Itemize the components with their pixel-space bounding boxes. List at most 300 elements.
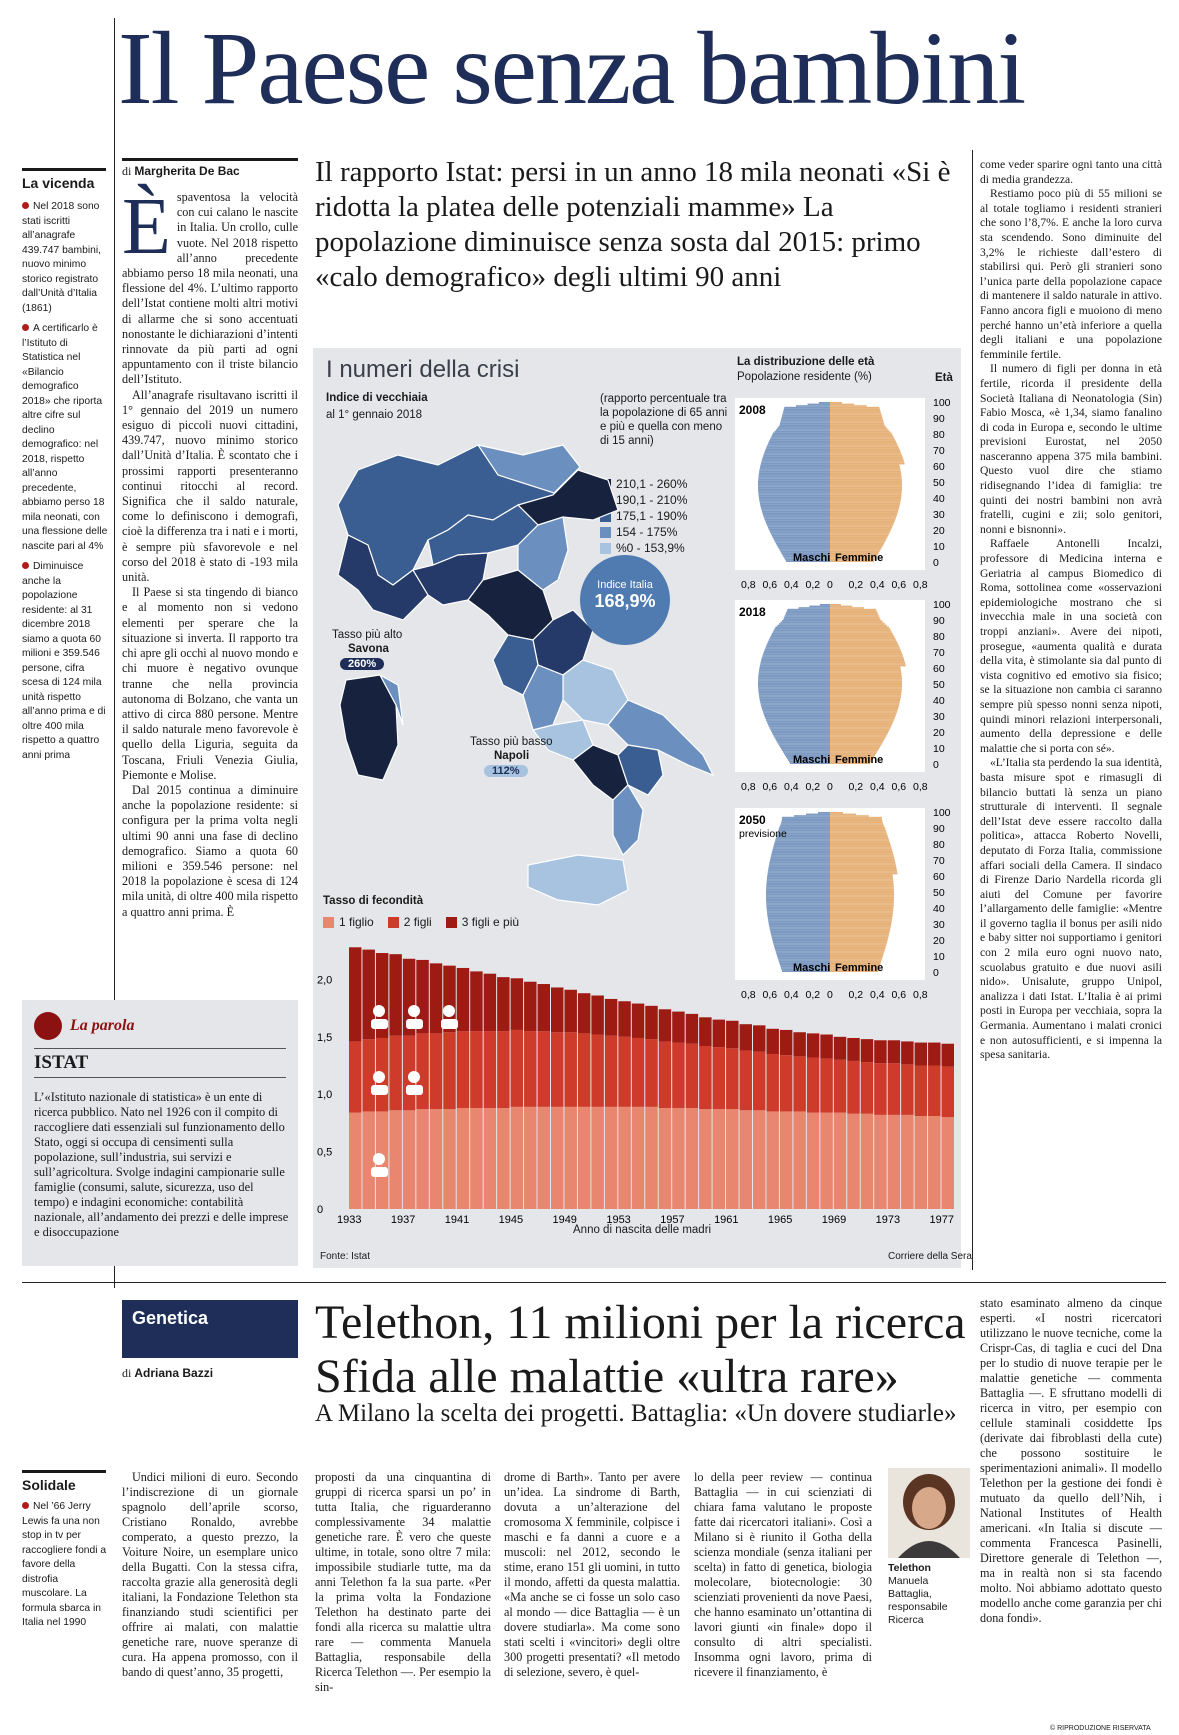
- pyramid-bar-male: [760, 663, 830, 665]
- pyramid-bar-female: [830, 488, 902, 490]
- pyramid-bar-female: [830, 424, 885, 426]
- pyramid-bar-female: [830, 746, 880, 748]
- pyramid-bar-male: [787, 610, 830, 612]
- pyramid-bar-male: [773, 631, 830, 633]
- fertility-bar: [605, 999, 617, 1036]
- x-tick-label: 0,6: [891, 989, 907, 1001]
- fertility-bar: [470, 971, 482, 1031]
- pyramid-bar-female: [830, 402, 842, 404]
- pyramid-title: La distribuzione delle età: [737, 356, 875, 368]
- pyramid-bar-female: [830, 735, 886, 737]
- fertility-bar: [389, 954, 401, 1035]
- fertility-legend: [323, 914, 519, 930]
- pyramid-bar-male: [769, 926, 830, 928]
- pyramid-bar-male: [768, 641, 830, 643]
- pyramid-bar-male: [759, 673, 830, 675]
- pyramid-bar-female: [830, 726, 891, 728]
- pyramid-bar-female: [830, 472, 901, 474]
- x-tick-label: 0,4: [784, 781, 799, 793]
- pyramid-bar-male: [767, 445, 830, 447]
- fertility-bar: [659, 1041, 671, 1108]
- pyramid-bar-male: [768, 442, 830, 444]
- pyramid-bar-male: [767, 525, 830, 527]
- pyramid-bar-male: [762, 511, 830, 513]
- x-tick-label: 0: [827, 579, 833, 591]
- pyramid-bar-male: [768, 724, 830, 726]
- fertility-bar: [524, 1031, 536, 1107]
- pyramid-bar-female: [830, 461, 904, 463]
- fertility-bar: [942, 1044, 954, 1067]
- pyramid-bar-female: [830, 854, 893, 856]
- pyramid-bar-female: [830, 503, 900, 505]
- map-title: Indice di vecchiaia: [326, 392, 428, 404]
- legend-item: 3 figli e più: [446, 914, 519, 930]
- x-tick-label: 0,8: [913, 989, 928, 1001]
- pyramid-bar-male: [767, 913, 830, 915]
- pyramid-bar-male: [763, 514, 830, 516]
- fertility-bar: [713, 1109, 725, 1209]
- pyramid-bar-male: [773, 536, 830, 538]
- article-paragraph: «L’Italia sta perdendo la sua identità, basta misure spot e rimasugli di bilancio buttati là senza un piano strutturale di interventi. Il segnale dell’Istat deve essere raccolto dalla politica», attacca Roberto Novelli, deputato di Forza Italia, commissione affari sociali della Camera. Il sindaco di Firenze Dario Nardella ricorda gli aiuti del Comune per favorire l’allargamento delle famiglie: «Mentre il governo taglia il bonus per asili nido e baby sitter noi supportiamo i genitori con 2 mila euro ogni nuovo nato, scuolabus gratuito e due nuovi asili nido». Unisalute, gruppo Unipol, analizza i dati Istat. L’Italia è ai primi posti in Europa per vecchiaia, sopra la Germania. Aumentano i malati cronici e non autosufficienti, e si impenna la spesa sanitaria.: [980, 756, 1162, 1062]
- pyramid-bar-male: [773, 847, 830, 849]
- pyramid-bar-female: [830, 876, 893, 878]
- pyramid-bar-female: [830, 444, 897, 446]
- x-tick-label: 0,4: [870, 579, 885, 591]
- pyramid-bar-female: [830, 649, 901, 651]
- pyramid-bar-female: [830, 906, 894, 908]
- fertility-bar: [861, 1062, 873, 1114]
- pyramid-bar-male: [767, 644, 830, 646]
- pyramid-bar-male: [760, 468, 830, 470]
- pyramid-bar-male: [779, 623, 830, 625]
- pyramid-bar-female: [830, 484, 902, 486]
- pyramid-bar-male: [783, 410, 830, 412]
- x-tick-label: 1937: [390, 1214, 416, 1226]
- pyramid-bar-female: [830, 868, 897, 870]
- fertility-bar: [362, 1111, 374, 1209]
- pyramid-bar-female: [830, 879, 893, 881]
- pyramid-bar-female: [830, 452, 901, 454]
- pyramid-bar-female: [830, 445, 898, 447]
- pyramid-bar-female: [830, 535, 888, 537]
- pyramid-bar-male: [784, 407, 830, 409]
- pyramid-bar-male: [781, 622, 830, 624]
- fertility-bar: [645, 1006, 657, 1039]
- fertility-bar: [834, 1060, 846, 1113]
- age-tick-label: 60: [933, 461, 945, 473]
- legend-item: 175,1 - 190%: [600, 508, 687, 524]
- pyramid-bar-male: [765, 718, 830, 720]
- pyramid-bar-female: [830, 504, 900, 506]
- pyramid-bar-female: [830, 828, 885, 830]
- pyramid-bar-female: [830, 858, 895, 860]
- glossary-label: La parola: [70, 1017, 135, 1034]
- pyramid-bar-female: [830, 750, 878, 752]
- pyramid-bar-male: [766, 522, 830, 524]
- pyramid-bar-female: [830, 520, 895, 522]
- fertility-bar: [740, 1051, 752, 1111]
- fertility-bar: [780, 1030, 792, 1055]
- pyramid-bar-female: [830, 814, 856, 816]
- italy-index-badge: Indice Italia 168,9%: [580, 555, 670, 645]
- pyramid-bar-male: [768, 918, 830, 920]
- pyramid-bar-male: [772, 434, 830, 436]
- pyramid-year: 2050: [739, 813, 766, 827]
- pyramid-bar-female: [830, 926, 891, 928]
- pyramid-bar-female: [830, 860, 895, 862]
- fertility-bar: [416, 1033, 428, 1109]
- pyramid-bar-female: [830, 447, 899, 449]
- pyramid-bar-female: [830, 416, 882, 418]
- pyramid-bar-male: [759, 498, 830, 500]
- pyramid-bar-male: [767, 524, 830, 526]
- pyramid-bar-female: [830, 865, 896, 867]
- pyramid-bar-female: [830, 650, 901, 652]
- pyramid-bar-male: [771, 855, 830, 857]
- pyramid-bar-female: [830, 844, 891, 846]
- pyramid-bar-female: [830, 471, 901, 473]
- pyramid-bar-female: [830, 692, 901, 694]
- pyramid-bar-male: [766, 897, 830, 899]
- pyramid-bar-male: [759, 697, 830, 699]
- pyramid-bar-male: [760, 700, 830, 702]
- pyramid-bar-female: [830, 493, 902, 495]
- pyramid-bar-male: [758, 681, 830, 683]
- pyramid-bar-female: [830, 634, 894, 636]
- pyramid-bar-female: [830, 676, 902, 678]
- x-tick-label: 1933: [337, 1214, 362, 1226]
- pyramid-bar-female: [830, 866, 896, 868]
- pyramid-bar-male: [819, 402, 830, 404]
- pyramid-bar-female: [830, 610, 877, 612]
- pyramid-bar-male: [760, 464, 830, 466]
- fertility-bar: [847, 1038, 859, 1061]
- pyramid-bar-female: [830, 681, 902, 683]
- pyramid-bar-female: [830, 506, 899, 508]
- pyramid-bar-male: [776, 429, 830, 431]
- pyramid-bar-male: [766, 900, 830, 902]
- fertility-bar: [793, 1111, 805, 1209]
- legend-item: 2 figli: [388, 914, 432, 930]
- pyramid-bar-female: [830, 745, 881, 747]
- pyramid-bar-male: [767, 874, 830, 876]
- pyramid-bar-male: [759, 469, 830, 471]
- pyramid-bar-female: [830, 863, 896, 865]
- pyramid-bar-male: [787, 609, 830, 611]
- pyramid-bar-male: [773, 538, 830, 540]
- pyramid-bar-female: [830, 413, 881, 415]
- map-note: (rapporto percentuale tra la popolazione di 65 anni e più e quella con meno di 15 anni): [600, 393, 728, 447]
- pyramid-bar-female: [830, 458, 903, 460]
- pyramid-bar-female: [830, 710, 898, 712]
- pyramid-bar-female: [830, 748, 879, 750]
- pyramid-bar-female: [830, 703, 899, 705]
- fertility-bar: [443, 1109, 455, 1209]
- pyramid-bar-male: [758, 690, 830, 692]
- legend-item: %0 - 153,9%: [600, 540, 687, 556]
- pyramid-bar-female: [830, 420, 883, 422]
- telethon-column: proposti da una cinquantina di gruppi di ricerca sparsi un po’ in tutta Italia, che riguarderanno complessivamente 34 malattie genetiche rare. È vero che queste ultime, in totale, sono oltre 7 mila: impossibile studiarle tutte, ma da anni Telethon fa la sua parte. «Per la prima volta la Fondazione Telethon ha destinato parte dei fondi alla ricerca su malattie ultra rare — commenta Manuela Battaglia, responsabile della Ricerca Telethon —. Per esempio la sin-: [315, 1470, 491, 1694]
- pyramid-bar-female: [830, 533, 889, 535]
- pyramid-bar-male: [766, 646, 830, 648]
- pyramid-bar-female: [830, 432, 891, 434]
- pyramid-bar-female: [830, 626, 889, 628]
- fertility-bar: [403, 1110, 415, 1209]
- pyramid-bar-female: [830, 655, 903, 657]
- pyramid-bar-male: [759, 496, 830, 498]
- pyramid-bar-female: [830, 474, 901, 476]
- age-tick-label: 70: [933, 855, 945, 867]
- pyramid-bar-female: [830, 607, 864, 609]
- pyramid-bar-male: [758, 687, 830, 689]
- pyramid-bar-male: [758, 477, 830, 479]
- pyramid-bar-female: [830, 890, 894, 892]
- pyramid-bar-male: [766, 882, 830, 884]
- pyramid-bar-male: [763, 455, 830, 457]
- solidale-text: Nel ’66 Jerry Lewis fa una non stop in tv per raccogliere fondi a favore della distrofia muscolare. La formula sbarca in Italia nel 1990: [22, 1501, 107, 1628]
- fertility-bar: [780, 1055, 792, 1111]
- fertility-bar: [874, 1115, 886, 1209]
- pyramid-bar-female: [830, 540, 886, 542]
- x-tick-label: 1941: [444, 1214, 470, 1226]
- fertility-bar: [928, 1116, 940, 1209]
- pyramid-bar-male: [762, 708, 830, 710]
- pyramid-bar-female: [830, 496, 901, 498]
- fertility-bar: [686, 1044, 698, 1108]
- pyramid-bar-female: [830, 889, 894, 891]
- pyramid-bar-male: [758, 684, 830, 686]
- pyramid-bar-female: [830, 900, 894, 902]
- pyramid-bar-female: [830, 697, 901, 699]
- x-tick-label: 1965: [767, 1214, 793, 1226]
- pyramid-bar-male: [780, 424, 830, 426]
- pyramid-bar-female: [830, 682, 902, 684]
- fertility-bar: [766, 1111, 778, 1209]
- x-tick-label: 0,6: [762, 579, 778, 591]
- pyramid-bar-male: [784, 408, 830, 410]
- age-tick-label: 50: [933, 477, 945, 489]
- pyramid-bar-male: [775, 541, 830, 543]
- fertility-bar: [538, 984, 550, 1031]
- pyramid-bar-female: [830, 705, 899, 707]
- pyramid-bar-male: [759, 694, 830, 696]
- pyramid-bar-male: [760, 504, 830, 506]
- pyramid-bar-female: [830, 718, 895, 720]
- credit: Corriere della Sera: [888, 1251, 972, 1262]
- pyramid-bar-male: [818, 812, 830, 814]
- fertility-bar: [874, 1063, 886, 1115]
- infographic-title: I numeri della crisi: [326, 356, 520, 383]
- pyramid-bar-female: [830, 694, 901, 696]
- age-tick-label: 60: [933, 663, 945, 675]
- pyramid-bar-male: [760, 665, 830, 667]
- article-body: [122, 183, 298, 920]
- pyramid-bar-female: [830, 708, 898, 710]
- pyramid-bar-female: [830, 695, 901, 697]
- glossary-text: L’«Istituto nazionale di statistica» è un ente di ricerca pubblico. Nato nel 1926 con il compito di raccogliere dati essenziali sul funzionamento dello Stato, oggi si occupa di censimenti sulla popolazione, sull’industria, sui servizi e sull’agricoltura. Svolge indagini campionarie sulle famiglie (consumi, salute, sicurezza, uso del tempo) e indagini economiche: contabilità nazionale, all’andamento dei prezzi e delle imprese e disoccupazione: [34, 1090, 289, 1239]
- pyramid-bar-female: [830, 678, 902, 680]
- pyramid-bar-female: [830, 684, 902, 686]
- age-tick-label: 90: [933, 823, 945, 835]
- pyramid-bar-male: [820, 604, 830, 606]
- age-tick-label: 0: [933, 557, 939, 569]
- x-tick-label: 0,8: [741, 781, 756, 793]
- pyramid-bar-female: [830, 670, 901, 672]
- pyramid-bar-female: [830, 898, 894, 900]
- legend-item: 154 - 175%: [600, 524, 687, 540]
- pyramid-bar-female: [830, 716, 895, 718]
- pyramid-bar-male: [786, 612, 830, 614]
- pyramid-bar-female: [830, 644, 898, 646]
- fertility-bar: [457, 968, 469, 1031]
- pyramid-bar-female: [830, 884, 894, 886]
- pyramid-bar-female: [830, 922, 891, 924]
- fertility-bar: [726, 1048, 738, 1109]
- fertility-bar: [497, 1108, 509, 1209]
- pyramid-bar-female: [830, 702, 900, 704]
- age-tick-label: 80: [933, 839, 945, 851]
- fertility-bar: [578, 1033, 590, 1106]
- pyramid-bar-female: [830, 476, 901, 478]
- fertility-bar: [793, 1056, 805, 1111]
- pyramid-bar-male: [770, 729, 830, 731]
- pyramid-bar-female: [830, 905, 894, 907]
- pyramid-bar-male: [782, 750, 830, 752]
- x-tick-label: 0,4: [870, 989, 885, 1001]
- pyramid-bar-female: [830, 862, 895, 864]
- pyramid-bar-female: [830, 914, 893, 916]
- pyramid-bar-male: [782, 415, 830, 417]
- pyramid-bar-female: [830, 711, 897, 713]
- pyramid-bar-female: [830, 456, 903, 458]
- pyramid-bar-male: [766, 719, 830, 721]
- x-tick-label: 0,2: [805, 781, 821, 793]
- pyramid-bar-male: [758, 678, 830, 680]
- pyramid-bar-female: [830, 830, 886, 832]
- pyramid-bar-male: [765, 649, 830, 651]
- pyramid-bar-male: [770, 860, 830, 862]
- pyramid-bar-male: [775, 628, 830, 630]
- fertility-bar: [942, 1067, 954, 1118]
- age-tick-label: 50: [933, 679, 945, 691]
- high-rate-label: Tasso più alto: [332, 629, 403, 641]
- pyramid-bar-female: [830, 440, 896, 442]
- pyramid-bar-female: [830, 724, 892, 726]
- pyramid-bar-male: [775, 841, 830, 843]
- pyramid-bar-male: [762, 710, 830, 712]
- x-tick-label: 0,8: [913, 579, 928, 591]
- pyramid-bar-male: [767, 878, 830, 880]
- telethon-column: Undici milioni di euro. Secondo l’indiscrezione di un giornale spagnolo dell’aprile scorso, Cristiano Ronaldo, avrebbe comperato, a questo prezzo, la Voiture Noire, un esemplare unico della Bugatti. Con la stessa cifra, raccolta grazie alla generosità degli italiani, la Fondazione Telethon sta finanziando studi scientifici per offrire ai malati, con malattie genetiche rare, nuove speranze di cura. Ha appena promosso, con il bando di quest’anno, 35 progetti,: [122, 1470, 298, 1679]
- pyramid-bar-male: [767, 911, 830, 913]
- pyramid-bar-male: [775, 626, 830, 628]
- pyramid-bar-male: [767, 910, 830, 912]
- pyramid-bar-female: [830, 892, 894, 894]
- high-rate-city: Savona: [348, 643, 389, 655]
- pyramid-bar-male: [764, 517, 830, 519]
- pyramid-bar-male: [771, 533, 830, 535]
- pyramid-bar-male: [767, 722, 830, 724]
- fertility-bar: [928, 1043, 940, 1066]
- pyramid-bar-female: [830, 895, 894, 897]
- pyramid-bar-male: [769, 863, 830, 865]
- age-tick-label: 70: [933, 445, 945, 457]
- photo-caption: Telethon Manuela Battaglia, responsabile Ricerca: [888, 1562, 948, 1626]
- pyramid-bar-female: [830, 740, 884, 742]
- pyramid-bar-female: [830, 698, 900, 700]
- pyramid-bar-male: [783, 412, 830, 414]
- pyramid-bar-female: [830, 490, 902, 492]
- pyramid-bar-female: [830, 453, 901, 455]
- pyramid-bar-male: [785, 614, 830, 616]
- x-tick-label: 1961: [714, 1214, 739, 1226]
- fertility-bar: [672, 1012, 684, 1043]
- pyramid-bar-male: [785, 615, 830, 617]
- fertility-bar: [888, 1115, 900, 1209]
- fertility-bar: [820, 1113, 832, 1209]
- pyramid-bar-female: [830, 743, 882, 745]
- pyramid-bar-male: [759, 671, 830, 673]
- pyramid-bar-male: [758, 488, 830, 490]
- legend-item: 210,1 - 260%: [600, 476, 687, 492]
- pyramid-bar-female: [830, 870, 897, 872]
- pyramid-bar-male: [764, 714, 830, 716]
- pyramid-bar-female: [830, 623, 885, 625]
- pyramid-bar-female: [830, 641, 897, 643]
- pyramid-bar-female: [830, 887, 894, 889]
- fertility-bar: [349, 1041, 361, 1112]
- pyramid-bar-female: [830, 738, 885, 740]
- pyramid-bar-male: [777, 544, 830, 546]
- pyramid-bar-male: [758, 480, 830, 482]
- pyramid-bar-male: [775, 737, 830, 739]
- glossary-term: ISTAT: [34, 1048, 286, 1078]
- pyramid-bar-male: [771, 437, 830, 439]
- age-tick-label: 10: [933, 541, 945, 553]
- age-tick-label: 30: [933, 711, 945, 723]
- fertility-bar: [564, 990, 576, 1032]
- pyramid-bar-male: [758, 482, 830, 484]
- age-tick-label: 40: [933, 695, 945, 707]
- pyramid-bar-female: [830, 638, 895, 640]
- fertility-x-label: Anno di nascita delle madri: [573, 1224, 712, 1236]
- fertility-bar: [740, 1024, 752, 1050]
- pyramid-bar-male: [774, 735, 830, 737]
- pyramid-bar-male: [777, 428, 830, 430]
- pyramid-bar-female: [830, 628, 890, 630]
- pyramid-bar-male: [772, 732, 830, 734]
- age-tick-label: 20: [933, 727, 945, 739]
- italy-choropleth-map: [318, 425, 718, 925]
- pyramid-bar-male: [778, 743, 830, 745]
- pyramid-bar-male: [771, 932, 830, 934]
- pyramid-bar-male: [758, 676, 830, 678]
- pyramid-bar-female: [830, 654, 902, 656]
- y-tick-label: 1,0: [317, 1089, 333, 1102]
- age-tick-label: 20: [933, 525, 945, 537]
- age-tick-label: 0: [933, 967, 939, 979]
- pyramid-bar-male: [771, 857, 830, 859]
- pyramid-bar-male: [783, 413, 830, 415]
- article-paragraph: Dal 2015 continua a diminuire anche la popolazione residente: si configura per la prima volta negli ultimi 90 anni una fase di declino demografico. Siamo a quota 60 milioni e 359.546 persone: nel 2018 la popolazione è scesa di 124 mila unità, di oltre 400 mila rispetto a quattro anni prima. È: [122, 782, 298, 919]
- pyramid-bar-female: [830, 442, 897, 444]
- fertility-bar: [901, 1041, 913, 1064]
- article-paragraph: Raffaele Antonelli Incalzi, professore di Medicina interna e Geriatria al campus Biomedico di Roma, sottolinea come «osservazioni epidemiologiche mostrano che si invecchia male in una società con troppi anziani». Avere dei nipoti, prosegue, «aumenta qualità e durata della vita, è stimolante sia dal punto di vista cognitivo ed emotivo sia fisico; se la situazione non cambia ci saranno sempre più spesso nonni senza nipoti, quindi minori relazioni interpersonali, aumento della depressione e delle malattie che si porta con sé».: [980, 537, 1162, 755]
- pyramid-bar-male: [765, 716, 830, 718]
- fertility-bar: [834, 1113, 846, 1209]
- age-tick-label: 100: [933, 600, 951, 611]
- fertility-bar: [942, 1117, 954, 1209]
